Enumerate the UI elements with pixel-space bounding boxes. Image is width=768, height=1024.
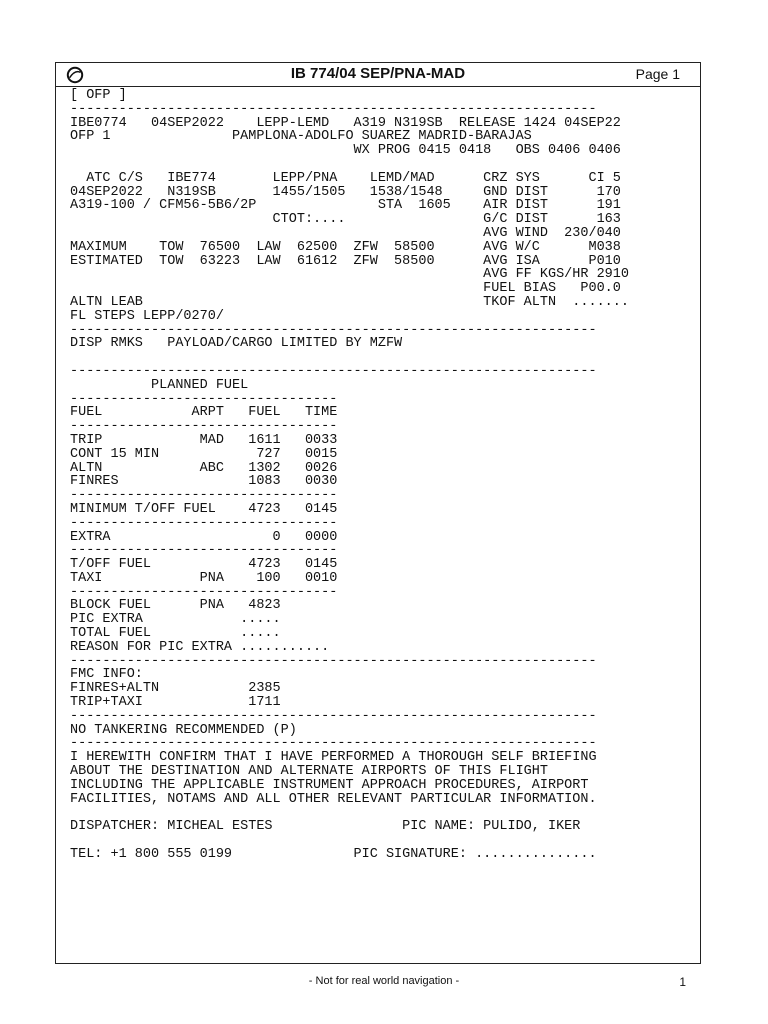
ofp-line: ESTIMATED TOW 63223 LAW 61612 ZFW 58500 AVG ISA P010	[70, 253, 621, 269]
ofp-line: TRIP+TAXI 1711	[70, 695, 281, 711]
separator-line: ---------------------------------	[70, 584, 338, 600]
ofp-line: A319-100 / CFM56-5B6/2P STA 1605 AIR DIST 191	[70, 198, 621, 214]
ofp-line: ABOUT THE DESTINATION AND ALTERNATE AIRPORTS OF THIS FLIGHT	[70, 764, 548, 780]
page-label: Page 1	[635, 66, 680, 82]
separator-line: -----------------------------------------------------------------	[70, 653, 597, 669]
ofp-line: PLANNED FUEL	[70, 377, 249, 393]
ofp-line: TEL: +1 800 555 0199 PIC SIGNATURE: ...............	[70, 846, 597, 862]
ofp-line: MINIMUM T/OFF FUEL 4723 0145	[70, 501, 338, 517]
ofp-line: PIC EXTRA .....	[70, 612, 281, 628]
navigation-disclaimer: - Not for real world navigation -	[308, 975, 460, 987]
ofp-line: FINRES 1083 0030	[70, 474, 338, 490]
ofp-line: CTOT:.... G/C DIST 163	[70, 212, 621, 228]
ofp-body	[70, 89, 629, 862]
separator-line: ---------------------------------	[70, 488, 338, 504]
document-header	[56, 63, 700, 87]
separator-line: ---------------------------------	[70, 515, 338, 531]
ofp-line: DISPATCHER: MICHEAL ESTES PIC NAME: PULIDO, IKER	[70, 819, 581, 835]
separator-line: -----------------------------------------------------------------	[70, 708, 597, 724]
separator-line: -----------------------------------------------------------------	[70, 736, 597, 752]
page-number: 1	[679, 975, 686, 989]
separator-line: -----------------------------------------------------------------	[70, 363, 597, 379]
ofp-line: AVG WIND 230/040	[70, 225, 621, 241]
ofp-line: OFP 1 PAMPLONA-ADOLFO SUAREZ MADRID-BARAJAS	[70, 129, 532, 145]
ofp-line: ALTN ABC 1302 0026	[70, 460, 338, 476]
ofp-line: WX PROG 0415 0418 OBS 0406 0406	[70, 143, 621, 159]
ofp-line: FL STEPS LEPP/0270/	[70, 308, 224, 324]
ofp-line: FACILITIES, NOTAMS AND ALL OTHER RELEVANT PARTICULAR INFORMATION.	[70, 791, 597, 807]
ofp-line: ALTN LEAB TKOF ALTN .......	[70, 294, 629, 310]
ofp-line: T/OFF FUEL 4723 0145	[70, 557, 338, 573]
ofp-line: FUEL BIAS P00.0	[70, 281, 621, 297]
ofp-line: AVG FF KGS/HR 2910	[70, 267, 629, 283]
ofp-line: TRIP MAD 1611 0033	[70, 432, 338, 448]
separator-line: ---------------------------------	[70, 543, 338, 559]
ofp-line: REASON FOR PIC EXTRA ...........	[70, 639, 330, 655]
ofp-line: NO TANKERING RECOMMENDED (P)	[70, 722, 297, 738]
ofp-line: FMC INFO:	[70, 667, 143, 683]
ofp-line: ATC C/S IBE774 LEPP/PNA LEMD/MAD CRZ SYS CI 5	[70, 170, 621, 186]
ofp-line: I HEREWITH CONFIRM THAT I HAVE PERFORMED A THOROUGH SELF BRIEFING	[70, 750, 597, 766]
ofp-line: MAXIMUM TOW 76500 LAW 62500 ZFW 58500 AVG W/C M038	[70, 239, 621, 255]
separator-line: ---------------------------------	[70, 419, 338, 435]
separator-line: -----------------------------------------------------------------	[70, 322, 597, 338]
ofp-line: DISP RMKS PAYLOAD/CARGO LIMITED BY MZFW	[70, 336, 403, 352]
ofp-line: TAXI PNA 100 0010	[70, 570, 338, 586]
separator-line: -----------------------------------------------------------------	[70, 101, 597, 117]
ofp-document-frame	[55, 62, 701, 964]
ofp-line: [ OFP ]	[70, 88, 127, 103]
ofp-line: EXTRA 0 0000	[70, 529, 338, 545]
flight-title: IB 774/04 SEP/PNA-MAD	[290, 65, 466, 82]
ofp-line: TOTAL FUEL .....	[70, 626, 281, 642]
ofp-line: IBE0774 04SEP2022 LEPP-LEMD A319 N319SB RELEASE 1424 04SEP22	[70, 115, 621, 131]
ofp-line: CONT 15 MIN 727 0015	[70, 446, 338, 462]
separator-line: ---------------------------------	[70, 391, 338, 407]
ofp-line: 04SEP2022 N319SB 1455/1505 1538/1548 GND DIST 170	[70, 184, 621, 200]
ofp-line: FUEL ARPT FUEL TIME	[70, 405, 338, 421]
ofp-line: BLOCK FUEL PNA 4823	[70, 598, 281, 614]
ofp-line: FINRES+ALTN 2385	[70, 681, 281, 697]
ofp-line: INCLUDING THE APPLICABLE INSTRUMENT APPROACH PROCEDURES, AIRPORT	[70, 777, 589, 793]
